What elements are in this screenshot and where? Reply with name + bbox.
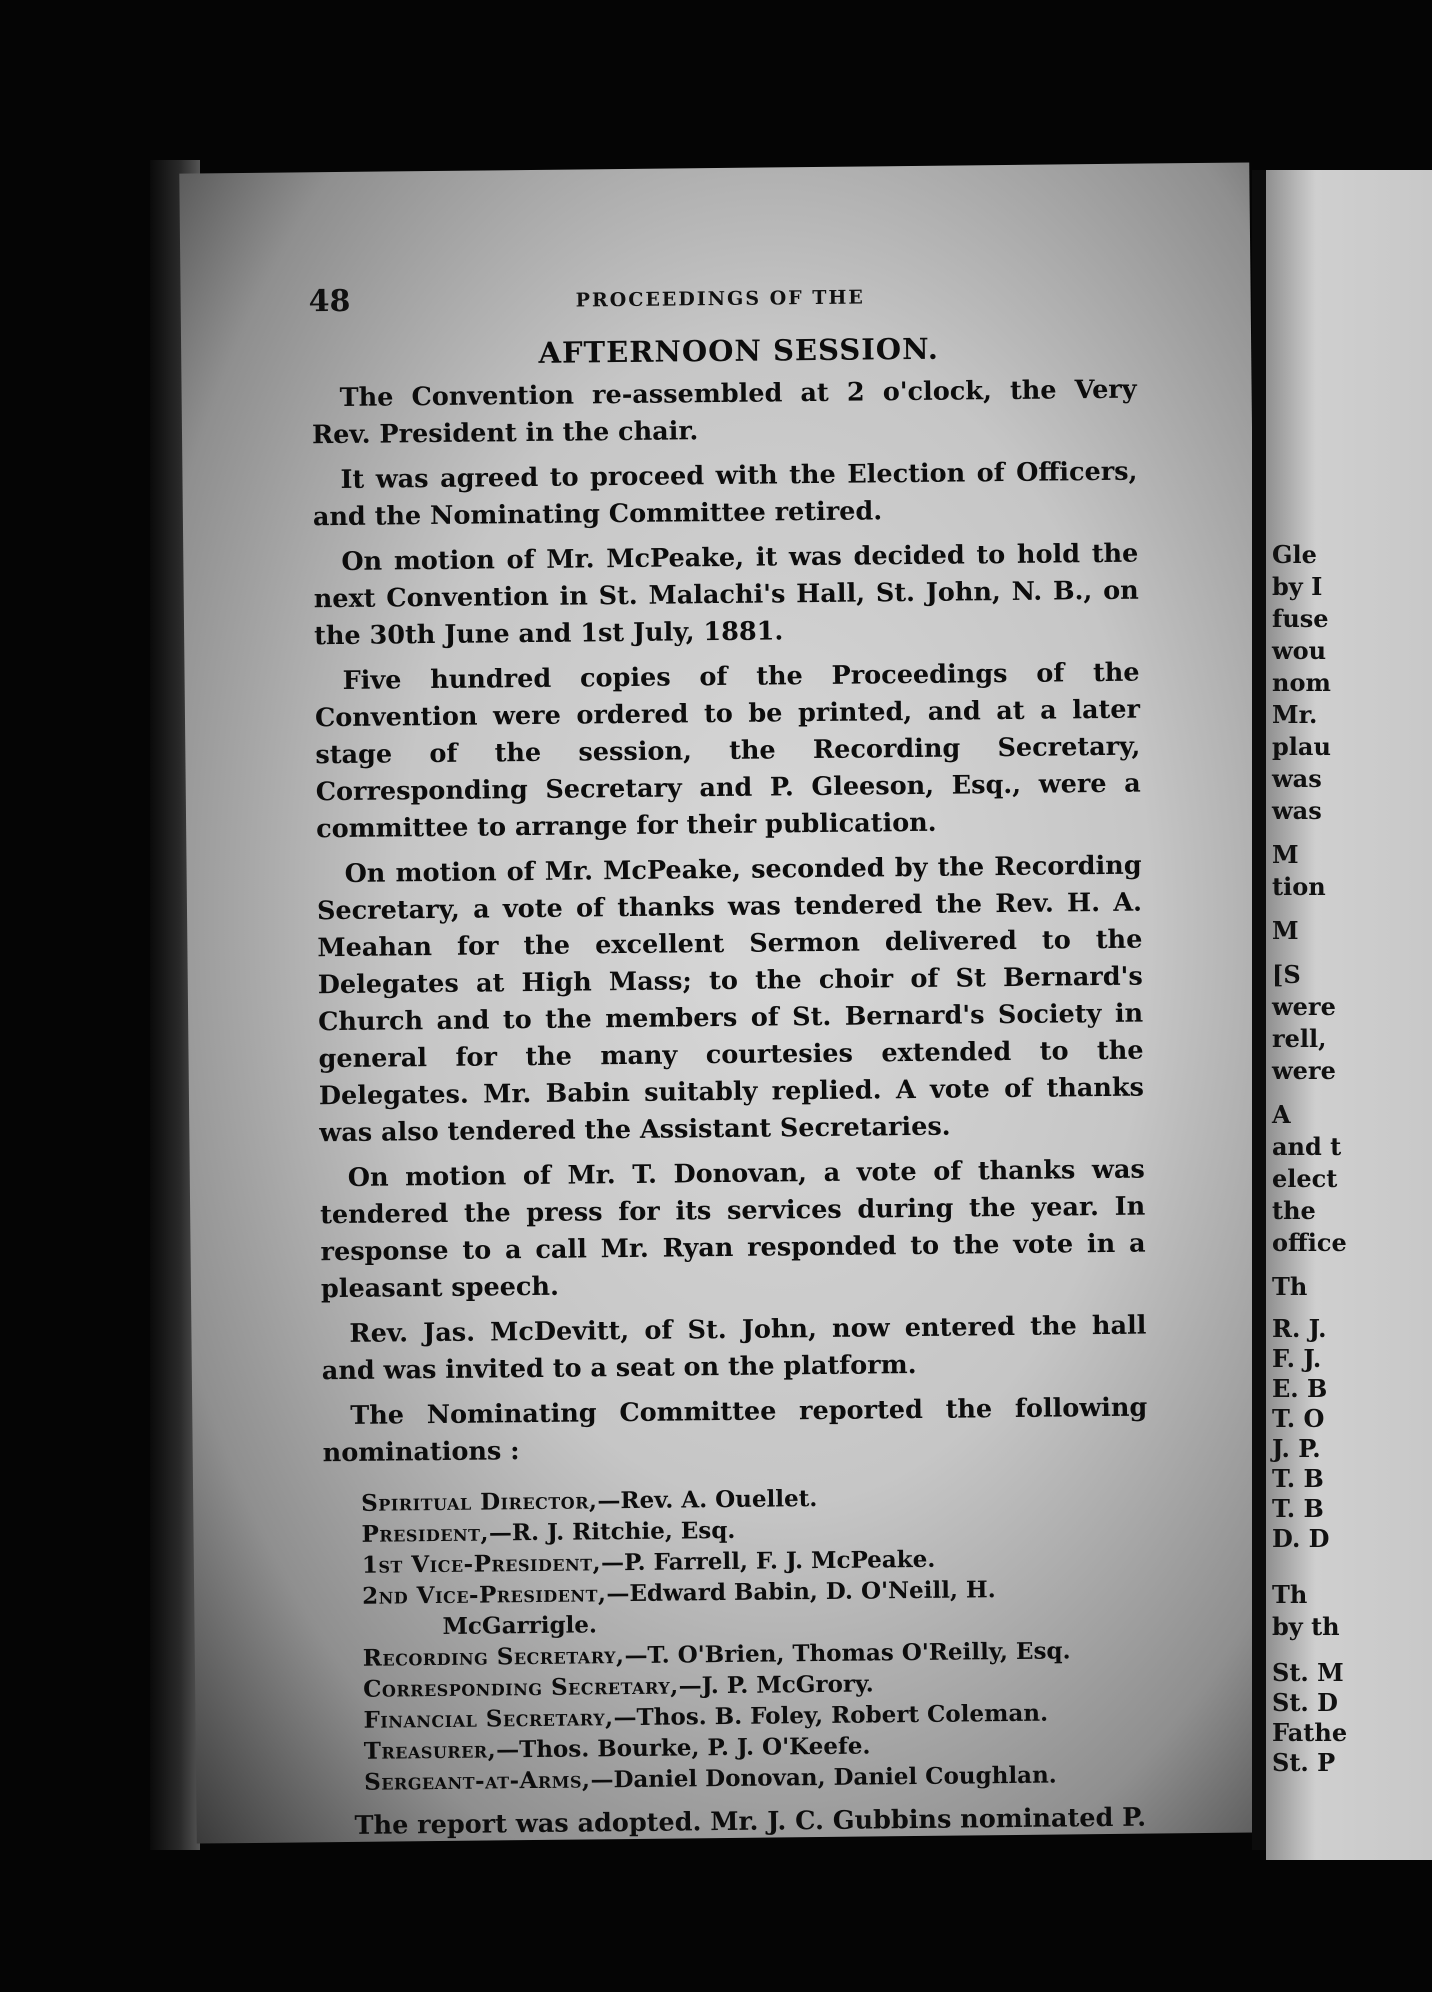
line-fragment: fuse xyxy=(1272,604,1329,633)
line-fragment: Gle xyxy=(1272,540,1317,569)
line-fragment: tion xyxy=(1272,872,1326,901)
line-fragment: office xyxy=(1272,1228,1347,1257)
closing-paragraph: The report was adopted. Mr. J. C. Gubbins nominated P. xyxy=(354,1802,1147,1841)
line-fragment: elect xyxy=(1272,1164,1338,1193)
line-fragment: St. M xyxy=(1272,1658,1344,1687)
line-fragment: were xyxy=(1272,992,1336,1021)
line-fragment: Th xyxy=(1272,1580,1308,1609)
nominee-names: —Edward Babin, D. O'Neill, H. McGarrigle. xyxy=(442,1576,996,1640)
nominee-names: —P. Farrell, F. J. McPeake. xyxy=(600,1545,936,1577)
paragraph: On motion of Mr. T. Donovan, a vote of thanks was tendered the press for its services during the year. In response to a call Mr. Ryan responded to the vote in a pleasant speech. xyxy=(320,1154,1146,1305)
paragraph: Rev. Jas. McDevitt, of St. John, now entered the hall and was invited to a seat on the platform. xyxy=(321,1310,1147,1387)
office-title: Recording Secretary, xyxy=(362,1642,625,1672)
office-title: Sergeant-at-Arms, xyxy=(363,1766,591,1796)
nominee-names: —J. P. McGrory. xyxy=(678,1670,874,1700)
line-fragment: F. J. xyxy=(1272,1344,1322,1373)
line-fragment: [S xyxy=(1272,960,1301,989)
paragraph: On motion of Mr. McPeake, it was decided to hold the next Convention in St. Malachi's Hall, St. John, N. B., on the 30th June and 1st July, 1881. xyxy=(313,538,1139,652)
nominee-names: —R. J. Ritchie, Esq. xyxy=(488,1516,736,1547)
line-fragment: T. B xyxy=(1272,1464,1324,1493)
line-fragment: nom xyxy=(1272,668,1331,697)
nominations-list xyxy=(361,1480,1151,1798)
office-title: 1st Vice-President, xyxy=(361,1549,602,1579)
office-title: Financial Secretary, xyxy=(363,1704,614,1734)
nominee-names: —Daniel Donovan, Daniel Coughlan. xyxy=(590,1761,1057,1794)
line-fragment: Th xyxy=(1272,1272,1308,1301)
line-fragment: were xyxy=(1272,1056,1336,1085)
line-fragment: was xyxy=(1272,764,1322,793)
line-fragment: T. O xyxy=(1272,1404,1325,1433)
nominee-names: —T. O'Brien, Thomas O'Reilly, Esq. xyxy=(624,1637,1071,1670)
paragraph: The Convention re-assembled at 2 o'clock, the Very Rev. President in the chair. xyxy=(311,374,1137,451)
left-page xyxy=(179,162,1266,1843)
line-fragment: wou xyxy=(1272,636,1327,665)
line-fragment: E. B xyxy=(1272,1374,1328,1403)
nominee-names: —Rev. A. Ouellet. xyxy=(597,1485,818,1515)
line-fragment: Fathe xyxy=(1272,1718,1348,1747)
line-fragment: T. B xyxy=(1272,1494,1324,1523)
book-gutter xyxy=(1252,170,1266,1850)
running-head: PROCEEDINGS OF THE xyxy=(575,286,865,312)
line-fragment: and t xyxy=(1272,1132,1342,1161)
nominee-names: —Thos. B. Foley, Robert Coleman. xyxy=(613,1699,1049,1732)
line-fragment: by th xyxy=(1272,1612,1340,1641)
line-fragment: the xyxy=(1272,1196,1316,1225)
office-title: 2nd Vice-President, xyxy=(362,1580,607,1610)
section-title: AFTERNOON SESSION. xyxy=(538,331,940,370)
nomination-entry xyxy=(362,1573,1150,1643)
line-fragment: M xyxy=(1272,916,1299,945)
line-fragment: rell, xyxy=(1272,1024,1327,1053)
line-fragment: was xyxy=(1272,796,1322,825)
line-fragment: by I xyxy=(1272,572,1323,601)
line-fragment: Mr. xyxy=(1272,700,1318,729)
office-title: Spiritual Director, xyxy=(361,1487,598,1517)
line-fragment: M xyxy=(1272,840,1299,869)
paragraph: Five hundred copies of the Proceedings of the Convention were ordered to be printed, and at a later stage of the session, the Recording Secretary, Corresponding Secretary and P. Gleeson, Esq., were a committee to arrange for their publication. xyxy=(314,657,1141,845)
paragraph: The Nominating Committee reported the following nominations : xyxy=(322,1392,1148,1469)
line-fragment: St. P xyxy=(1272,1748,1336,1777)
line-fragment: St. D xyxy=(1272,1688,1338,1717)
office-title: Treasurer, xyxy=(363,1736,497,1765)
nominee-names: —Thos. Bourke, P. J. O'Keefe. xyxy=(495,1732,871,1764)
page-number: 48 xyxy=(308,283,351,320)
line-fragment: J. P. xyxy=(1272,1434,1321,1463)
line-fragment: plau xyxy=(1272,732,1331,761)
line-fragment: R. J. xyxy=(1272,1314,1327,1343)
paragraph: On motion of Mr. McPeake, seconded by the Recording Secretary, a vote of thanks was tendered the Rev. H. A. Meahan for the excellent Sermon delivered to the Delegates at High Mass; to the choir of St Bernard's Church and to the members of St. Bernard's Society in general for the many courtesies extended to the Delegates. Mr. Babin suitably replied. A vote of thanks was also tendered the Assistant Secretaries. xyxy=(316,850,1145,1149)
paragraph: It was agreed to proceed with the Election of Officers, and the Nominating Committee retired. xyxy=(312,456,1138,533)
right-page xyxy=(1266,170,1432,1860)
line-fragment: D. D xyxy=(1272,1524,1330,1553)
office-title: Corresponding Secretary, xyxy=(363,1672,679,1703)
office-title: President, xyxy=(361,1519,490,1548)
line-fragment: A xyxy=(1272,1100,1291,1129)
page-body xyxy=(311,329,1152,1844)
